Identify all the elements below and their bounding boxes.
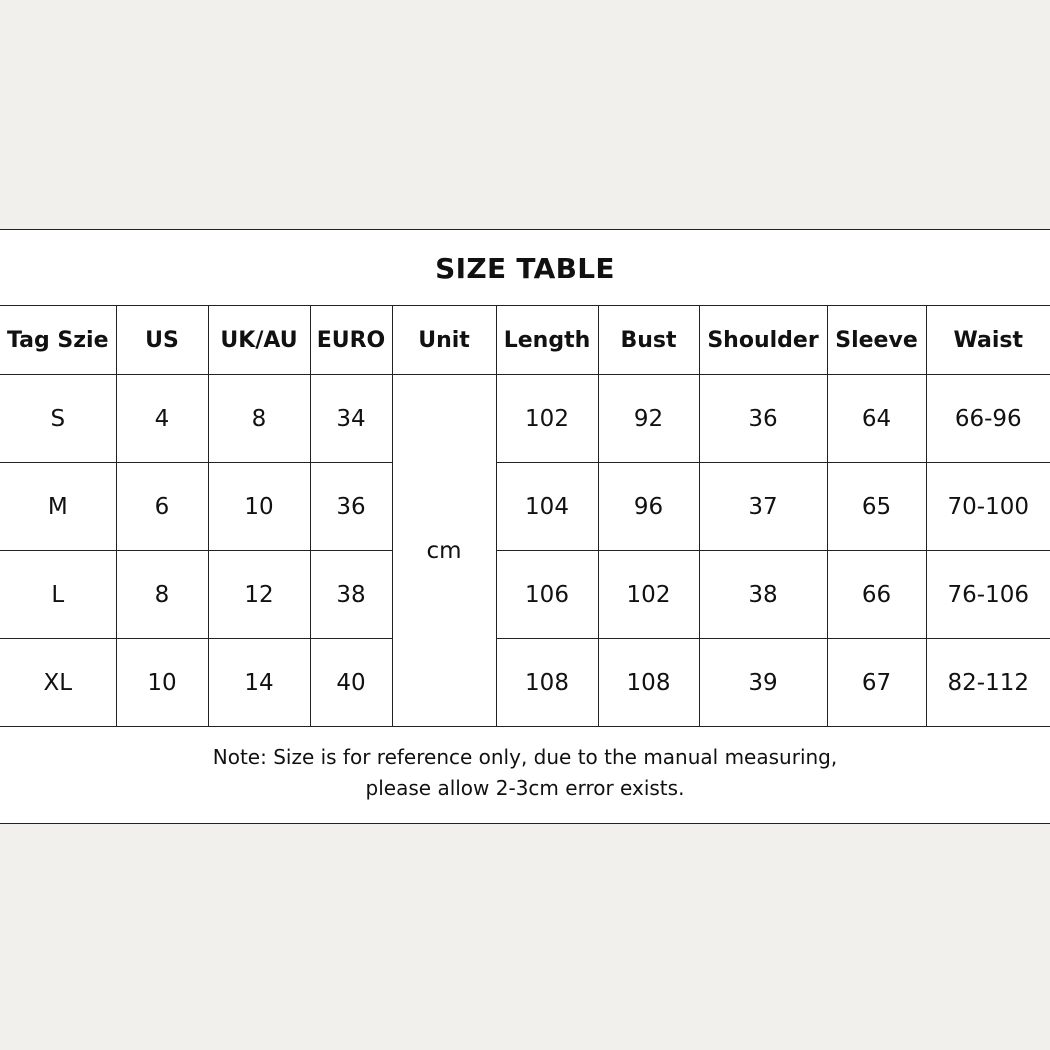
table-row (0, 463, 1050, 551)
header-length: Length (496, 306, 598, 375)
header-unit: Unit (392, 306, 496, 375)
cell-uk-au: 10 (208, 463, 310, 551)
cell-length: 106 (496, 551, 598, 639)
cell-shoulder: 38 (699, 551, 827, 639)
size-table (0, 305, 1050, 727)
table-row (0, 551, 1050, 639)
cell-unit: cm (392, 375, 496, 727)
cell-us: 6 (116, 463, 208, 551)
cell-euro: 40 (310, 639, 392, 727)
cell-euro: 38 (310, 551, 392, 639)
cell-waist: 82-112 (926, 639, 1050, 727)
header-bust: Bust (598, 306, 699, 375)
size-note (0, 742, 1050, 804)
table-row (0, 375, 1050, 463)
cell-tag-size: L (0, 551, 116, 639)
cell-shoulder: 39 (699, 639, 827, 727)
cell-euro: 36 (310, 463, 392, 551)
table-header-row (0, 306, 1050, 375)
header-shoulder: Shoulder (699, 306, 827, 375)
cell-shoulder: 36 (699, 375, 827, 463)
note-line-1: Note: Size is for reference only, due to the manual measuring, (212, 745, 838, 769)
cell-length: 102 (496, 375, 598, 463)
cell-uk-au: 8 (208, 375, 310, 463)
cell-tag-size: XL (0, 639, 116, 727)
cell-sleeve: 66 (827, 551, 926, 639)
cell-length: 104 (496, 463, 598, 551)
cell-sleeve: 65 (827, 463, 926, 551)
header-sleeve: Sleeve (827, 306, 926, 375)
cell-us: 4 (116, 375, 208, 463)
cell-bust: 108 (598, 639, 699, 727)
cell-us: 10 (116, 639, 208, 727)
cell-sleeve: 67 (827, 639, 926, 727)
cell-tag-size: S (0, 375, 116, 463)
size-table-title: SIZE TABLE (435, 251, 615, 285)
cell-shoulder: 37 (699, 463, 827, 551)
cell-bust: 96 (598, 463, 699, 551)
cell-euro: 34 (310, 375, 392, 463)
cell-uk-au: 12 (208, 551, 310, 639)
header-waist: Waist (926, 306, 1050, 375)
cell-waist: 66-96 (926, 375, 1050, 463)
size-table-panel (0, 229, 1050, 824)
cell-uk-au: 14 (208, 639, 310, 727)
cell-waist: 70-100 (926, 463, 1050, 551)
header-tag-size: Tag Szie (0, 306, 116, 375)
cell-waist: 76-106 (926, 551, 1050, 639)
header-us: US (116, 306, 208, 375)
cell-sleeve: 64 (827, 375, 926, 463)
cell-bust: 92 (598, 375, 699, 463)
cell-bust: 102 (598, 551, 699, 639)
cell-us: 8 (116, 551, 208, 639)
header-uk-au: UK/AU (208, 306, 310, 375)
note-line-2: please allow 2-3cm error exists. (365, 776, 685, 800)
header-euro: EURO (310, 306, 392, 375)
cell-length: 108 (496, 639, 598, 727)
cell-tag-size: M (0, 463, 116, 551)
table-row (0, 639, 1050, 727)
